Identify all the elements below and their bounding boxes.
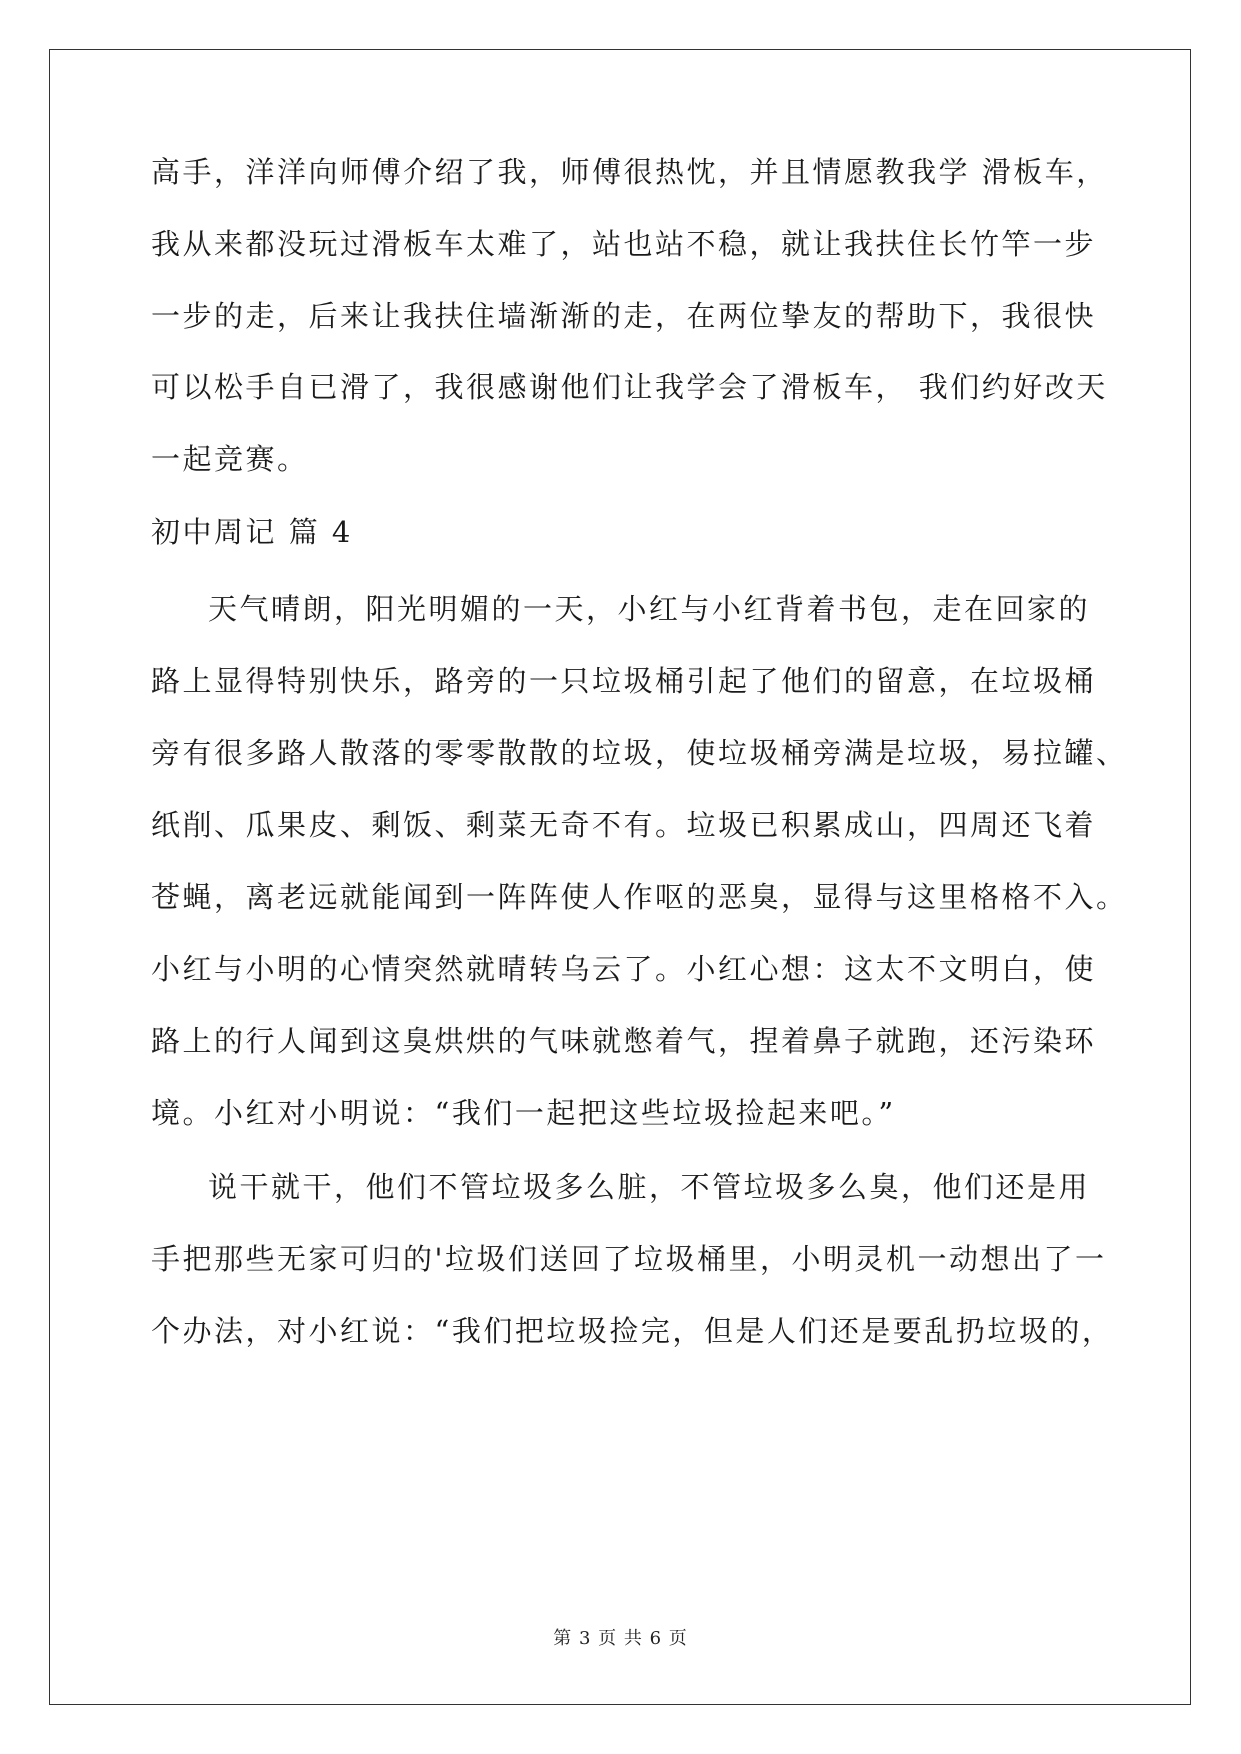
paragraph-line: 我从来都没玩过滑板车太难了，站也站不稳，就让我扶住长竹竿一步 (151, 227, 1097, 261)
paragraph-line: 说干就干，他们不管垃圾多么脏，不管垃圾多么臭，他们还是用 (208, 1170, 1091, 1204)
paragraph-line: 小红与小明的心情突然就晴转乌云了。小红心想：这太不文明白，使 (151, 952, 1097, 986)
paragraph-line: 苍蝇，离老远就能闻到一阵阵使人作呕的恶臭，显得与这里格格不入。 (151, 880, 1128, 914)
paragraph-line: 个办法，对小红说：“我们把垃圾捡完，但是人们还是要乱扔垃圾的， (151, 1314, 1114, 1348)
paragraph-line: 手把那些无家可归的'垃圾们送回了垃圾桶里，小明灵机一动想出了一 (151, 1242, 1107, 1276)
paragraph-line: 纸削、瓜果皮、剩饭、剩菜无奇不有。垃圾已积累成山，四周还飞着 (151, 808, 1097, 842)
paragraph-line: 境。小红对小明说：“我们一起把这些垃圾捡起来吧。” (151, 1096, 896, 1130)
page-number-footer: 第 3 页 共 6 页 (553, 1628, 688, 1649)
paragraph-line: 旁有很多路人散落的零零散散的垃圾，使垃圾桶旁满是垃圾，易拉罐、 (151, 736, 1128, 770)
paragraph-line: 天气晴朗，阳光明媚的一天，小红与小红背着书包，走在回家的 (208, 592, 1091, 626)
paragraph-line: 路上的行人闻到这臭烘烘的气味就憋着气，捏着鼻子就跑，还污染环 (151, 1024, 1097, 1058)
paragraph-line: 路上显得特别快乐，路旁的一只垃圾桶引起了他们的留意，在垃圾桶 (151, 664, 1097, 698)
paragraph-line: 高手，洋洋向师傅介绍了我，师傅很热忱，并且情愿教我学 滑板车， (151, 155, 1108, 189)
paragraph-line: 一起竞赛。 (151, 442, 309, 476)
paragraph-line: 可以松手自已滑了，我很感谢他们让我学会了滑板车， 我们约好改天 (151, 370, 1108, 404)
section-heading: 初中周记 篇 4 (151, 515, 353, 549)
paragraph-line: 一步的走，后来让我扶住墙渐渐的走，在两位挚友的帮助下，我很快 (151, 299, 1097, 333)
